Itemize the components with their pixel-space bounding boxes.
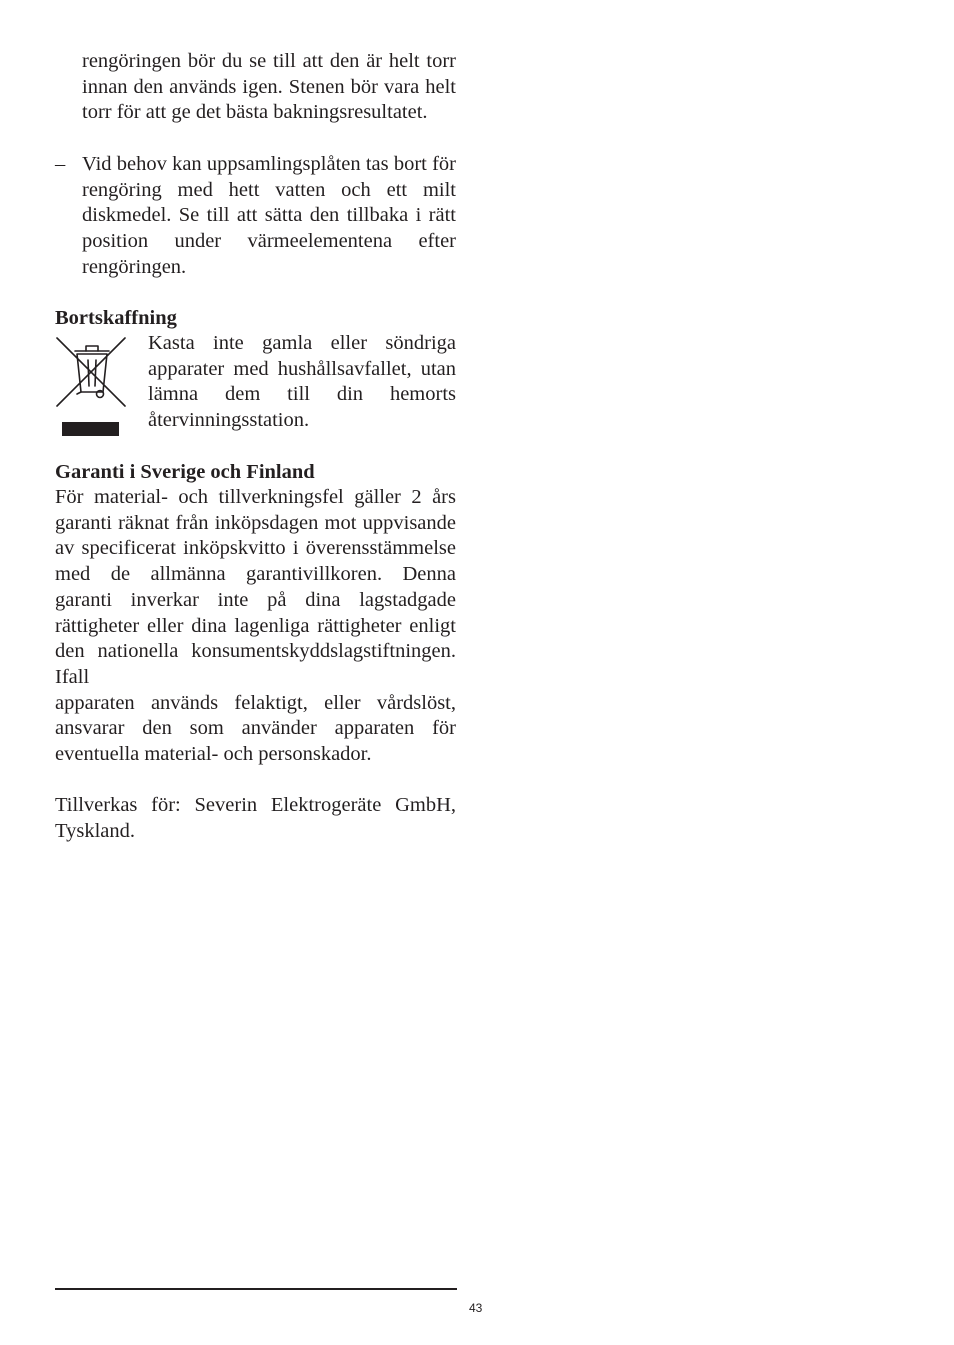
warranty-text-part2: apparaten används felaktigt, eller vårdslöst, ansvarar den som använder apparaten för eventuella material- och personskador.: [55, 691, 456, 766]
footer-rule: [55, 1288, 457, 1290]
continuation-paragraph: rengöringen bör du se till att den är helt torr innan den används igen. Stenen bör vara helt torr för att ge det bästa bakningsresultatet.: [82, 50, 456, 124]
manufacturer-text: Tillverkas för: Severin Elektrogeräte GmbH, Tyskland.: [55, 794, 456, 842]
bullet-dash: –: [55, 153, 66, 175]
crossed-out-wheelie-bin-icon: [55, 336, 127, 438]
page-number: 43: [469, 1301, 483, 1315]
bullet-item: [55, 152, 456, 281]
warranty-text-part1: För material- och tillverkningsfel gäller 2 års garanti räknat från inköpsdagen mot uppvisande av specificerat inköpskvitto i överensstämmelse med de allmänna garantivillkoren. Denna garanti inverkar inte på dina lagstadgade rättigheter eller dina lagenliga rättigheter enligt den nationella konsumentskyddslagstiftningen. Ifall: [55, 486, 456, 688]
bullet-text: Vid behov kan uppsamlingsplåten tas bort för rengöring med hett vatten och ett milt diskmedel. Se till att sätta den tillbaka i rätt position under värmeelementena efter rengöringen.: [82, 153, 456, 278]
warranty-body: [55, 485, 456, 768]
disposal-text: Kasta inte gamla eller söndriga apparater med hushållsavfallet, utan lämna dem till din hemorts återvinningsstation.: [148, 332, 456, 432]
warranty-heading: Garanti i Sverige och Finland: [55, 461, 315, 483]
disposal-heading: Bortskaffning: [55, 307, 177, 329]
